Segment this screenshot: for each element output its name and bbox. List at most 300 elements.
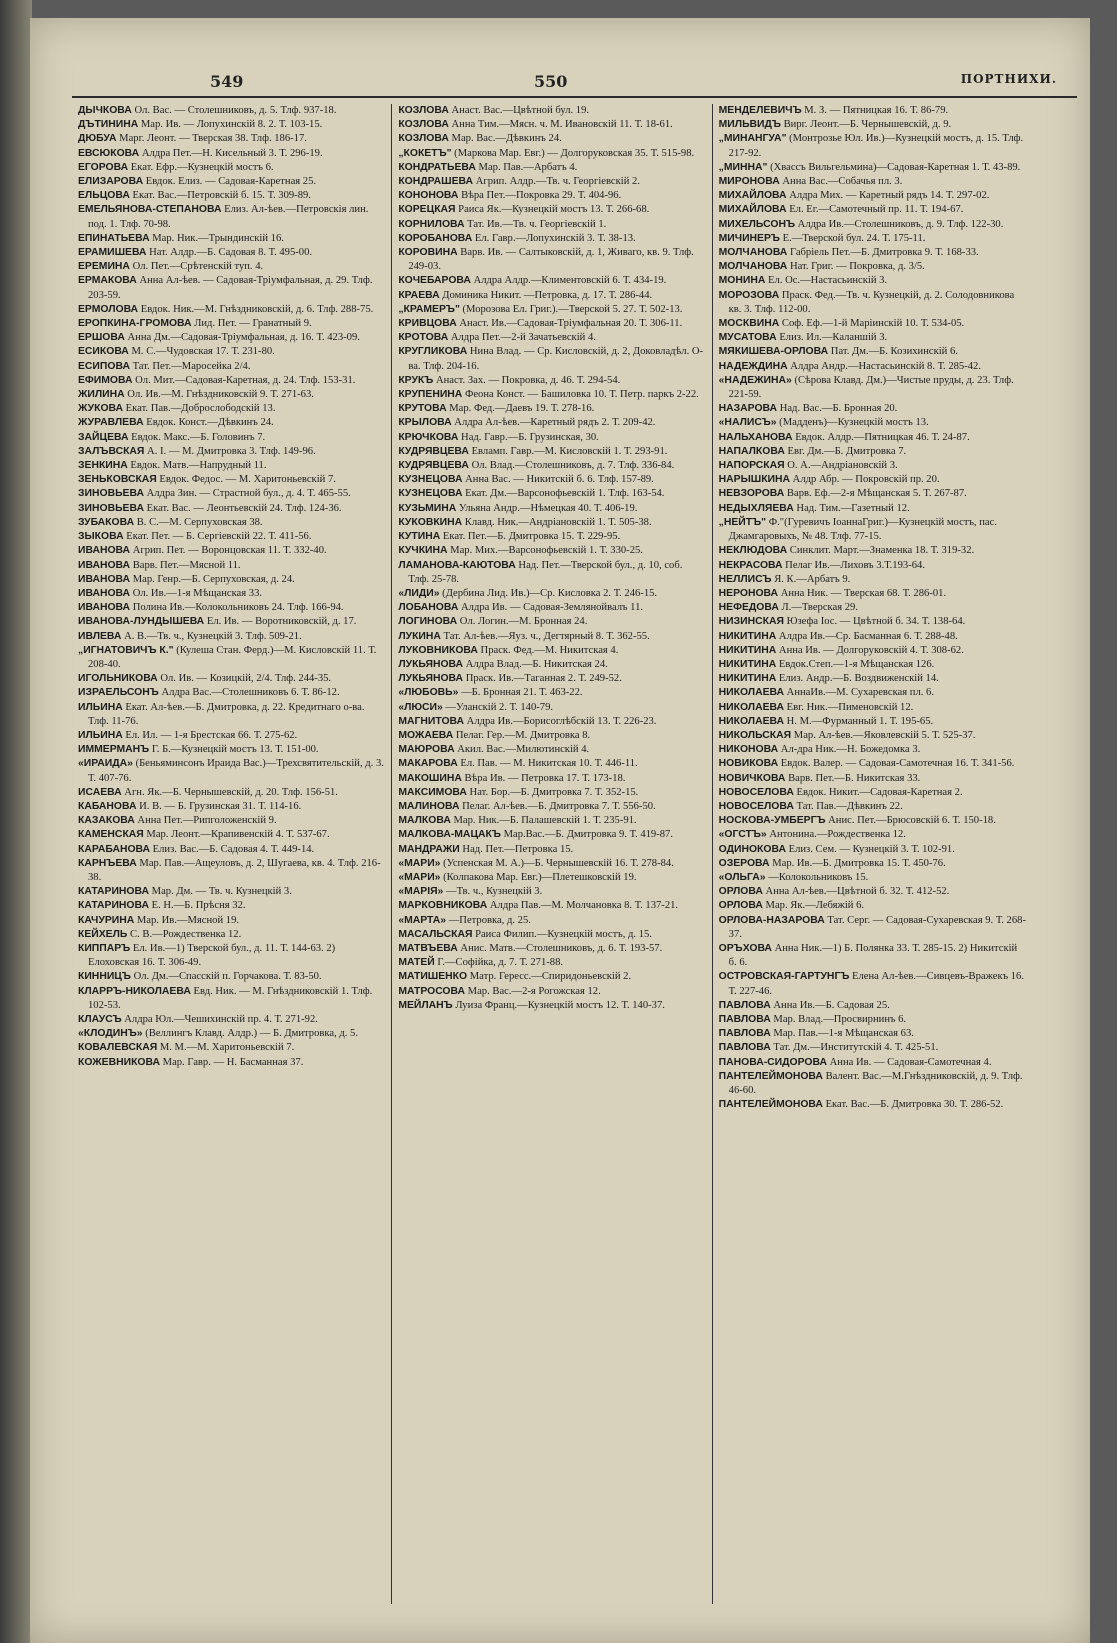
- directory-entry: [78, 928, 385, 942]
- directory-entry: [78, 530, 385, 544]
- directory-entry: [719, 445, 1026, 459]
- entry-name: КОЖЕВНИКОВА: [78, 1056, 160, 1068]
- entry-name: МИЛЬВИДЪ: [718, 119, 781, 131]
- directory-entry: [719, 800, 1026, 814]
- directory-entry: [398, 942, 705, 956]
- entry-details: Л.—Тверская 29.: [778, 602, 858, 614]
- directory-entry: [719, 345, 1026, 359]
- directory-entry: [78, 559, 385, 573]
- directory-entry: [398, 928, 705, 942]
- entry-details: Евдок. Конст.—Дѣвкинъ 24.: [143, 417, 274, 429]
- entry-name: «ЛИДИ»: [398, 587, 440, 599]
- entry-name: МОЛЧАНОВА: [718, 261, 788, 273]
- entry-name: НИКОЛАЕВА: [718, 701, 785, 713]
- entry-name: „КРАМЕРЪ": [398, 303, 460, 315]
- entry-name: КАРНЪЕВА: [78, 857, 137, 869]
- entry-details: М. З. — Пятницкая 16. Т. 86-79.: [801, 105, 949, 116]
- entry-name: МАЛИНОВА: [398, 800, 460, 812]
- entry-details: Е.—Тверской бул. 24. Т. 175-11.: [779, 232, 926, 244]
- entry-details: Праск. Ив.—Таганная 2. Т. 249-52.: [463, 673, 622, 685]
- directory-entry: [398, 289, 705, 303]
- directory-entry: [398, 473, 705, 487]
- directory-entry: [398, 161, 705, 175]
- entry-name: КРУКЪ: [398, 374, 434, 386]
- entry-name: КРЮЧКОВА: [398, 431, 459, 443]
- entry-name: ЗЕНКИНА: [78, 460, 128, 472]
- entry-details: Евдок. Федос. — М. Харитоньевскій 7.: [156, 474, 336, 486]
- entry-name: ЕРШОВА: [78, 332, 125, 344]
- entry-name: ИСАЕВА: [78, 786, 122, 798]
- directory-entry: [398, 644, 705, 658]
- entry-name: ОСТРОВСКАЯ-ГАРТУНГЪ: [718, 971, 850, 983]
- directory-entry: [398, 416, 705, 430]
- entry-name: КОНОНОВА: [398, 190, 459, 202]
- entry-details: Антонина.—Рождественка 12.: [766, 829, 906, 841]
- entry-name: «ИРАИДА»: [78, 758, 133, 770]
- entry-details: Анна Ал-ѣев. — Садовая-Тріумфальная, д. 29. Тлф. 203-59.: [88, 275, 373, 301]
- entry-details: Ел. Ив.—1) Тверской бул., д. 11. Т. 144-63. 2) Елоховская 16. Т. 306-49.: [88, 942, 336, 969]
- header-rule: [72, 96, 1077, 98]
- entry-details: И. В. — Б. Грузинская 31. Т. 114-16.: [136, 800, 302, 812]
- directory-entry: [78, 431, 385, 445]
- entry-details: (Морозова Ел. Григ.).—Тверской 5. 27. Т. 502-13.: [459, 303, 683, 315]
- entry-name: МЯКИШЕВА-ОРЛОВА: [718, 346, 829, 358]
- entry-details: —Тв. ч., Кузнецкій 3.: [443, 886, 543, 898]
- entry-details: Пелаг. Ал-ѣев.—Б. Дмитровка 7. Т. 556-50.: [459, 800, 656, 812]
- directory-entry: [719, 843, 1026, 857]
- directory-entry: [78, 246, 385, 260]
- entry-details: Ф."(Гуревичъ ІоаннаГриг.)—Кузнецкій мостъ, пас. Джамгаровыхъ, № 48. Тлф. 77-15.: [728, 516, 997, 543]
- entry-name: ЕРЕМИНА: [78, 261, 130, 273]
- entry-name: КУКОВКИНА: [398, 516, 463, 528]
- entry-details: Тат. Пав.—Дѣвкинъ 22.: [793, 800, 903, 812]
- directory-entry: [78, 416, 385, 430]
- entry-details: Алдра Ив.—Ср. Басманная 6. Т. 288-48.: [776, 630, 958, 642]
- directory-entry: [78, 402, 385, 416]
- entry-name: ЖУКОВА: [78, 403, 124, 415]
- entry-details: Анис. Пет.—Брюсовскій 6. Т. 150-18.: [825, 815, 996, 827]
- entry-name: ЖУРАВЛЕВА: [78, 417, 144, 429]
- directory-entry: [719, 814, 1026, 828]
- entry-name: «ОЛЬГА»: [718, 871, 766, 883]
- entry-name: ЗЫКОВА: [78, 531, 124, 543]
- entry-name: КОНДРАШЕВА: [398, 176, 474, 188]
- directory-entry: [719, 743, 1026, 757]
- entry-details: Анна Дм.—Садовая-Тріумфальная, д. 16. Т. 423-09.: [124, 332, 360, 344]
- entry-name: НИКИТИНА: [718, 673, 777, 685]
- entry-name: КОРОВИНА: [398, 247, 458, 259]
- entry-name: НАПАЛКОВА: [718, 445, 785, 457]
- entry-details: (Мадденъ)—Кузнецкій мостъ 13.: [776, 417, 929, 429]
- entry-details: Г. Б.—Кузнецкій мостъ 13. Т. 151-00.: [149, 744, 319, 756]
- entry-name: МЕНДЕЛЕВИЧЪ: [718, 105, 802, 116]
- entry-details: Мар. Ал-ѣев.—Яковлевскій 5. Т. 525-37.: [791, 729, 976, 741]
- directory-entry: [398, 672, 705, 686]
- directory-entry: [398, 985, 705, 999]
- entry-name: ЕСИПОВА: [78, 360, 130, 372]
- entry-name: «ОГСТЪ»: [718, 829, 767, 841]
- entry-details: Тат. Ив.—Тв. ч. Георгіевскій 1.: [464, 218, 607, 230]
- directory-entry: [78, 189, 385, 203]
- entry-name: ИВЛЕВА: [78, 630, 122, 642]
- entry-details: М. С.—Чудовская 17. Т. 231-80.: [128, 346, 275, 358]
- book-binding: [0, 0, 32, 1643]
- entry-details: Вирг. Леонт.—Б. Чернышевскій, д. 9.: [780, 119, 952, 131]
- entry-details: Евдок. Валер. — Садовая-Самотечная 16. Т. 341-56.: [778, 758, 1015, 770]
- directory-entry: [719, 232, 1026, 246]
- entry-details: Екат. Пет. — Б. Сергіевскій 22. Т. 411-56.: [123, 531, 312, 543]
- entry-name: ЛУКОВНИКОВА: [398, 644, 478, 656]
- entry-details: Евдок. Ник.—М. Гнѣздниковскій, д. 6. Тлф. 288-75.: [138, 303, 374, 315]
- entry-details: Праск. Фед.—М. Никитская 4.: [477, 644, 619, 656]
- directory-entry: [78, 701, 385, 729]
- directory-entry: [398, 544, 705, 558]
- directory-entry: [78, 303, 385, 317]
- entry-details: (Веллингъ Клавд. Алдр.) — Б. Дмитровка, д. 5.: [142, 1028, 358, 1040]
- entry-details: Ульяна Андр.—Нѣмецкая 40. Т. 406-19.: [456, 502, 638, 514]
- directory-entry: [78, 274, 385, 302]
- directory-entry: [719, 1041, 1026, 1055]
- entry-details: Вѣра Пет.—Покровка 29. Т. 404-96.: [458, 190, 622, 202]
- directory-entry: [719, 161, 1026, 175]
- entry-details: Екат. Ал-ѣев.—Б. Дмитровка, д. 22. Кредитнаго о-ва. Тлф. 11-76.: [88, 701, 365, 727]
- entry-details: Екат. Вас.—Петровскій б. 15. Т. 309-89.: [129, 190, 311, 202]
- entry-details: Нат. Бор.—Б. Дмитровка 7. Т. 352-15.: [466, 786, 639, 798]
- directory-entry: [398, 374, 705, 388]
- entry-name: МИХАЙЛОВА: [718, 190, 787, 202]
- entry-name: НИКОНОВА: [718, 744, 779, 756]
- entry-name: ЗЕНЬКОВСКАЯ: [78, 474, 157, 486]
- entry-name: НАДЕЖДИНА: [718, 360, 788, 372]
- directory-entry: [78, 388, 385, 402]
- entry-details: Мар. Вас.—2-я Рогожская 12.: [465, 985, 601, 997]
- entry-name: МОСКВИНА: [718, 318, 780, 330]
- directory-entry: [719, 218, 1026, 232]
- entry-name: «МАРИ»: [398, 871, 441, 883]
- directory-entry: [398, 402, 705, 416]
- entry-name: МИХАЙЛОВА: [718, 204, 787, 216]
- entry-name: НЕКРАСОВА: [718, 559, 783, 571]
- directory-entry: [719, 104, 1026, 118]
- entry-name: МАСАЛЬСКАЯ: [398, 928, 473, 940]
- directory-entry: [398, 729, 705, 743]
- entry-name: ЛУКИНА: [398, 630, 441, 642]
- directory-entry: [719, 260, 1026, 274]
- entry-details: Екат. Вас. — Леонтьевскій 24. Тлф. 124-36.: [143, 502, 342, 514]
- entry-name: КОРОБАНОВА: [398, 232, 473, 244]
- entry-name: НЕВЗОРОВА: [718, 488, 785, 500]
- entry-name: ИВАНОВА: [78, 573, 131, 585]
- entry-details: Елиз. Ил.—Каланшій 3.: [776, 332, 888, 344]
- entry-details: Ел. Ег.—Самотечный пр. 11. Т. 194-67.: [786, 204, 964, 216]
- entry-name: МАЛКОВА: [398, 815, 451, 827]
- directory-entry: [719, 942, 1026, 970]
- entry-details: Нат. Алдр.—Б. Садовая 8. Т. 495-00.: [146, 247, 313, 259]
- directory-entry: [78, 260, 385, 274]
- entry-name: НИКИТИНА: [718, 658, 777, 670]
- entry-name: „МИННА": [718, 161, 768, 173]
- entry-details: Е. Н.—Б. Прѣсня 32.: [149, 900, 246, 912]
- directory-entry: [398, 175, 705, 189]
- directory-entry: [398, 885, 705, 899]
- directory-entry: [398, 559, 705, 587]
- entry-details: Синклит. Март.—Знаменка 18. Т. 319-32.: [787, 545, 975, 557]
- entry-details: Мар. Леонт.—Крапивенскій 4. Т. 537-67.: [143, 829, 330, 841]
- directory-entry: [398, 914, 705, 928]
- entry-name: НИКОЛАЕВА: [718, 715, 785, 727]
- entry-name: ИГОЛЬНИКОВА: [78, 673, 158, 685]
- entry-name: НОВОСЕЛОВА: [718, 786, 794, 798]
- entry-name: ЕГОРОВА: [78, 161, 129, 173]
- directory-entry: [78, 843, 385, 857]
- directory-entry: [719, 630, 1026, 644]
- entry-name: ИЛЬИНА: [78, 701, 123, 713]
- entry-details: АннаИв.—М. Сухаревская пл. 6.: [784, 687, 934, 699]
- entry-details: Мар. Влад.—Просвирнинъ 6.: [770, 1014, 907, 1025]
- directory-entry: [719, 544, 1026, 558]
- entry-name: КАЧУРИНА: [78, 914, 135, 926]
- directory-entry: [78, 487, 385, 501]
- directory-entry: [78, 630, 385, 644]
- entry-name: МАГНИТОВА: [398, 715, 465, 727]
- entry-name: МАКОШИНА: [398, 772, 462, 784]
- directory-entry: [398, 772, 705, 786]
- entry-details: А. В.—Тв. ч., Кузнецкій 3. Тлф. 509-21.: [121, 630, 302, 642]
- directory-entry: [78, 828, 385, 842]
- entry-name: ПАВЛОВА: [718, 1014, 771, 1025]
- directory-entry: [398, 970, 705, 984]
- entry-details: Агрип. Алдр.—Тв. ч. Георгіевскій 2.: [473, 176, 640, 188]
- entry-name: ОРЪХОВА: [718, 942, 772, 954]
- directory-entry: [78, 644, 385, 672]
- entry-details: Тат. Пет.—Маросейка 2/4.: [129, 360, 251, 372]
- entry-details: —Б. Бронная 21. Т. 463-22.: [458, 687, 583, 699]
- entry-details: Алдра Ив.—Столешниковъ, д. 9. Тлф. 122-30.: [795, 218, 1004, 230]
- entry-name: КОРНИЛОВА: [398, 218, 465, 230]
- entry-details: Анна Ник. — Тверская 68. Т. 286-01.: [778, 587, 947, 599]
- entry-details: Евдок. Никит.—Садовая-Каретная 2.: [793, 786, 963, 798]
- entry-details: Феона Конст. — Башиловка 10. Т. Петр. паркъ 2-22.: [462, 389, 699, 401]
- entry-details: Я. К.—Арбатъ 9.: [771, 573, 851, 585]
- directory-entry: [398, 331, 705, 345]
- directory-entry: [78, 473, 385, 487]
- entry-details: Габріель Пет.—Б. Дмитровка 9. Т. 168-33.: [787, 247, 979, 259]
- entry-details: Марг. Леонт. — Тверская 38. Тлф. 186-17.: [116, 133, 307, 145]
- entry-details: Раиса Як.—Кузнецкій мостъ 13. Т. 266-68.: [455, 204, 650, 216]
- directory-entry: [398, 232, 705, 246]
- entry-details: О. А.—Андріановскій 3.: [784, 460, 898, 472]
- entry-details: Мар. Як.—Лебяжій 6.: [762, 900, 865, 912]
- entry-name: НОВОСЕЛОВА: [718, 800, 794, 812]
- entry-name: КАРАБАНОВА: [78, 843, 151, 855]
- entry-details: Алдра Пав.—М. Молчановка 8. Т. 137-21.: [487, 900, 679, 912]
- entry-name: ОЗЕРОВА: [718, 857, 770, 869]
- entry-name: НИЗИНСКАЯ: [718, 616, 784, 628]
- entry-details: Валент. Вас.—М.Гнѣздниковскій, д. 9. Тлф. 46-60.: [728, 1070, 1023, 1097]
- entry-details: Агрип. Пет. — Воронцовская 11. Т. 332-40.: [130, 545, 327, 557]
- entry-details: Ел. Ив. — Воротниковскій, д. 17.: [204, 616, 357, 628]
- entry-details: Алдра Пет.—2-й Зачатьевскій 4.: [448, 332, 596, 344]
- directory-entry: [78, 445, 385, 459]
- entry-name: КУЧКИНА: [398, 545, 448, 557]
- directory-entry: [719, 658, 1026, 672]
- entry-name: КИППАРЪ: [78, 942, 131, 954]
- entry-details: Ел. Ос.—Настасьинскій 3.: [765, 275, 888, 287]
- directory-entry: [78, 573, 385, 587]
- directory-entry: [398, 715, 705, 729]
- directory-entry: [719, 828, 1026, 842]
- directory-entry: [398, 786, 705, 800]
- entry-details: —Колокольниковъ 15.: [765, 871, 869, 883]
- entry-details: Мар. Фед.—Даевъ 19. Т. 278-16.: [446, 403, 595, 415]
- entry-name: ОРЛОВА-НАЗАРОВА: [718, 914, 825, 926]
- entry-name: КОЗЛОВА: [398, 119, 449, 131]
- directory-entry: [719, 772, 1026, 786]
- entry-name: «МАРІЯ»: [398, 886, 444, 898]
- directory-entry: [398, 431, 705, 445]
- entry-name: МУСАТОВА: [718, 332, 777, 344]
- directory-entry: [719, 289, 1026, 317]
- directory-entry: [398, 388, 705, 402]
- entry-name: «НАДЕЖИНА»: [718, 374, 792, 386]
- entry-name: НИКОЛАЕВА: [718, 687, 785, 699]
- entry-details: Алдра Вас.—Столешниковъ 6. Т. 86-12.: [158, 687, 340, 699]
- entry-name: ПАВЛОВА: [718, 999, 771, 1011]
- directory-entry: [78, 118, 385, 132]
- directory-entry: [78, 516, 385, 530]
- directory-entry: [78, 857, 385, 885]
- directory-entry: [398, 246, 705, 274]
- entry-details: Вѣра Ив. — Петровка 17. Т. 173-18.: [461, 772, 626, 784]
- entry-details: Алдр Абр. — Покровскій пр. 20.: [790, 474, 940, 486]
- entry-name: НАПОРСКАЯ: [718, 460, 785, 472]
- entry-details: Мар. Ив.—Мясной 19.: [134, 914, 240, 926]
- entry-details: Евдок. Матв.—Напрудный 11.: [127, 460, 267, 472]
- entry-details: Ол. Влад.—Столешниковъ, д. 7. Тлф. 336-84.: [468, 460, 675, 472]
- entry-name: МАТИШЕНКО: [398, 971, 468, 983]
- entry-details: Ол. Мит.—Садовая-Каретная, д. 24. Тлф. 153-31.: [132, 374, 356, 386]
- directory-entry: [398, 118, 705, 132]
- directory-entry: [78, 942, 385, 970]
- entry-name: ИЗРАЕЛЬСОНЪ: [78, 687, 159, 699]
- directory-entry: [719, 189, 1026, 203]
- directory-entry: [719, 431, 1026, 445]
- entry-name: ЕСИКОВА: [78, 346, 129, 358]
- directory-entry: [398, 203, 705, 217]
- entry-name: МОЖАЕВА: [398, 729, 454, 741]
- directory-entry: [78, 360, 385, 374]
- entry-details: Анна Тим.—Мясн. ч. М. Ивановскій 11. Т. 18-61.: [448, 119, 673, 131]
- entry-details: Мар. Пав.—1-я Мѣщанская 63.: [770, 1028, 914, 1040]
- directory-entry: [398, 686, 705, 700]
- directory-entry: [398, 800, 705, 814]
- entry-name: ПАНОВА-СИДОРОВА: [718, 1056, 827, 1068]
- entry-details: Евламп. Гавр.—М. Кисловскій 1. Т. 293-91.: [468, 445, 668, 457]
- entry-name: ЗИНОВЬЕВА: [78, 488, 144, 500]
- entry-details: Ол. Ив.—1-я Мѣщанская 33.: [130, 587, 263, 599]
- entry-details: Над. Тим.—Газетный 12.: [793, 502, 910, 514]
- entry-name: ЗИНОВЬЕВА: [78, 502, 144, 514]
- entry-details: Анаст. Зах. — Покровка, д. 46. Т. 294-54.: [433, 374, 621, 386]
- entry-details: Над. Гавр.—Б. Грузинская, 30.: [458, 431, 599, 443]
- page-number-right: 550: [534, 72, 568, 91]
- entry-details: Анаст. Вас.—Цвѣтной бул. 19.: [448, 105, 590, 116]
- entry-details: Варв. Ив. — Салтыковскій, д. 1, Живаго, кв. 9. Тлф. 249-03.: [408, 247, 694, 273]
- directory-entry: [719, 1098, 1026, 1112]
- entry-name: ИВАНОВА: [78, 559, 131, 571]
- directory-entry: [719, 729, 1026, 743]
- entry-details: Алдра Влад.—Б. Никитская 24.: [463, 658, 608, 670]
- entry-details: Раиса Филип.—Кузнецкій мостъ, д. 15.: [472, 928, 652, 940]
- entry-name: КИННИЦЪ: [78, 971, 131, 983]
- entry-name: НИКИТИНА: [718, 644, 777, 656]
- entry-name: НОВИЧКОВА: [718, 772, 786, 784]
- directory-entry: [719, 118, 1026, 132]
- entry-details: Мар. Ник.—Б. Палашевскій 1. Т. 235-91.: [450, 815, 637, 827]
- entry-details: Мар. Дм. — Тв. ч. Кузнецкій 3.: [149, 886, 292, 898]
- entry-name: НЕФЕДОВА: [718, 602, 779, 614]
- entry-details: Ол. Дм.—Спасскій п. Горчакова. Т. 83-50.: [130, 971, 322, 983]
- directory-entry: [719, 601, 1026, 615]
- entry-details: Екат. Пет.—Б. Дмитровка 15. Т. 229-95.: [440, 531, 621, 543]
- directory-entry: [398, 999, 705, 1013]
- entry-details: Ол. Пет.—Срѣтенскій туп. 4.: [129, 261, 264, 273]
- entry-details: Алдра Андр.—Настасьинскій 8. Т. 285-42.: [787, 360, 981, 372]
- entry-details: Луиза Франц.—Кузнецкій мостъ 12. Т. 140-37.: [452, 999, 665, 1011]
- entry-name: МАТЕЙ: [398, 957, 435, 969]
- entry-details: Мар. Ив.—Б. Дмитровка 15. Т. 450-76.: [769, 857, 946, 869]
- entry-name: КУДРЯВЦЕВА: [398, 445, 469, 457]
- directory-entry: [78, 374, 385, 388]
- entry-name: «ЛЮБОВЬ»: [398, 687, 459, 699]
- entry-details: Елиз. Ал-ѣев.—Петровскія лин. под. 1. Тлф. 70-98.: [88, 204, 369, 230]
- directory-entry: [719, 459, 1026, 473]
- entry-name: ИММЕРМАНЪ: [78, 744, 150, 756]
- entry-name: ЛОГИНОВА: [398, 616, 458, 628]
- directory-entry: [719, 899, 1026, 913]
- entry-details: Анна Ал-ѣев.—Цвѣтной б. 32. Т. 412-52.: [762, 886, 950, 898]
- entry-details: Евдок. Алдр.—Пятницкая 46. Т. 24-87.: [792, 431, 970, 443]
- directory-entry: [78, 161, 385, 175]
- directory-entry: [719, 360, 1026, 374]
- entry-name: «ЛЮСИ»: [398, 701, 443, 713]
- directory-entry: [719, 970, 1026, 998]
- entry-name: МАКАРОВА: [398, 758, 458, 770]
- directory-entry: [719, 516, 1026, 544]
- entry-name: КЕЙХЕЛЬ: [78, 928, 128, 940]
- entry-details: М. М.—М. Харитоньевскій 7.: [157, 1042, 295, 1054]
- directory-entry: [78, 203, 385, 231]
- entry-name: МИРОНОВА: [718, 176, 780, 188]
- entry-name: МАТВЪЕВА: [398, 942, 458, 954]
- entry-name: НЕДЫХЛЯЕВА: [718, 502, 794, 514]
- directory-entry: [398, 274, 705, 288]
- directory-entry: [719, 473, 1026, 487]
- entry-details: Евг. Дм.—Б. Дмитровка 7.: [784, 445, 907, 457]
- directory-entry: [78, 899, 385, 913]
- directory-entry: [719, 857, 1026, 871]
- entry-name: ЕЛЬЦОВА: [78, 190, 130, 202]
- entry-name: КУТИНА: [398, 531, 441, 543]
- entry-name: НИКИТИНА: [718, 630, 777, 642]
- entry-name: ЗАЙЦЕВА: [78, 431, 129, 443]
- entry-name: ЛАМАНОВА-КАЮТОВА: [398, 559, 516, 571]
- entry-details: Алдра Юл.—Чешихинскій пр. 4. Т. 271-92.: [121, 1014, 318, 1025]
- entry-name: КАБАНОВА: [78, 800, 137, 812]
- directory-entry: [719, 573, 1026, 587]
- entry-name: МИХЕЛЬСОНЪ: [718, 218, 796, 230]
- entry-name: ИВАНОВА: [78, 602, 131, 614]
